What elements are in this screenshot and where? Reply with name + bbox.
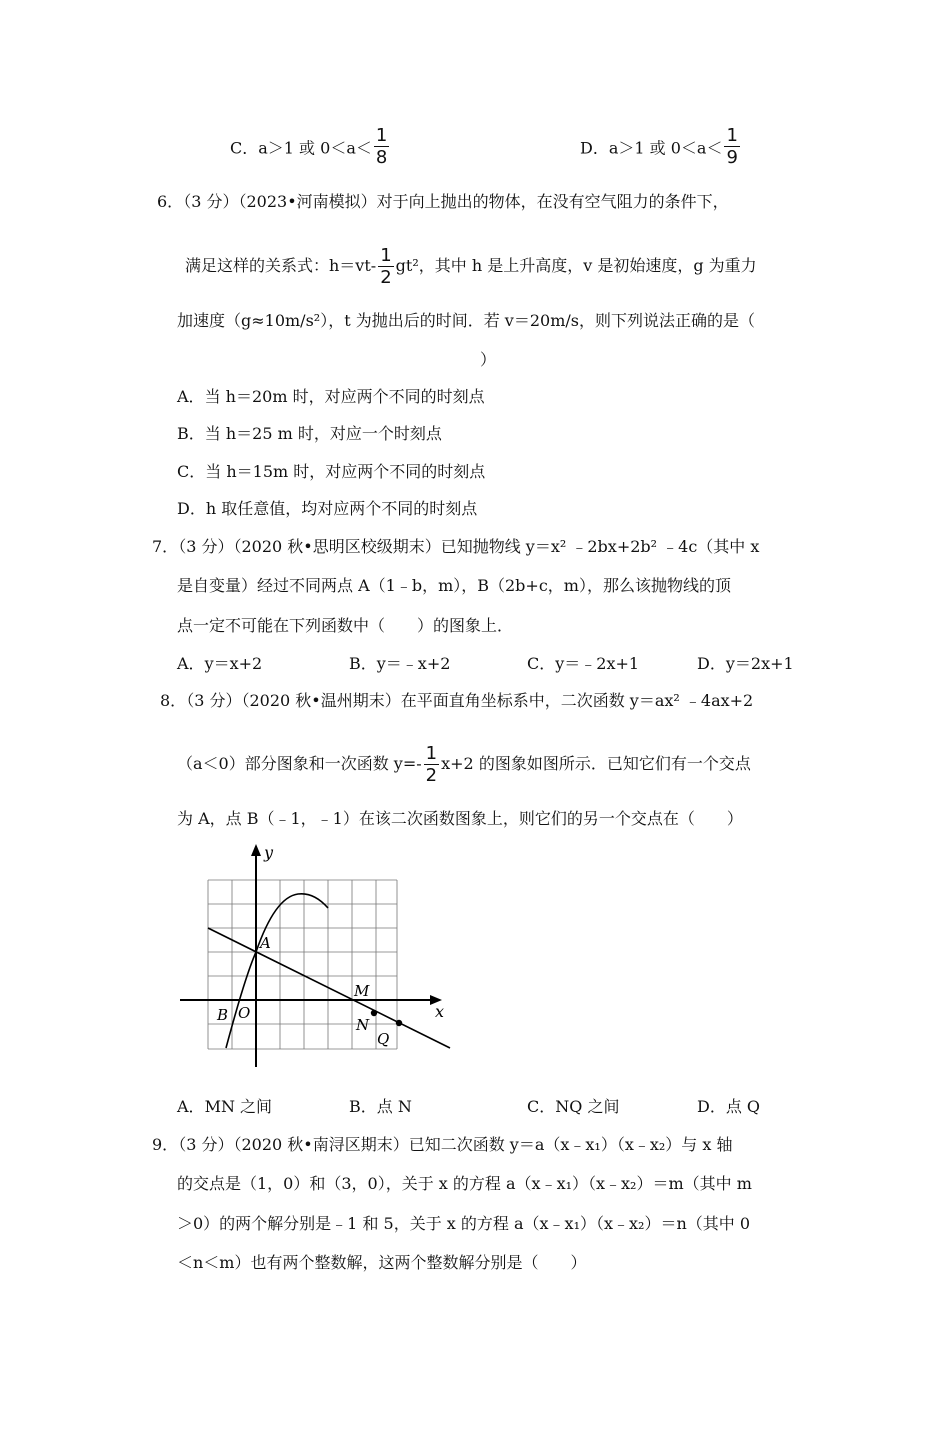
q6-option-c [177,461,485,483]
point-n-dot [371,1010,377,1016]
q5-option-d [580,127,742,167]
q6-stem-3: 加速度（g≈10m/s²），t 为抛出后的时间．若 v＝20m/s，则下列说法正确的是（ [177,311,755,330]
q9-stem-1: 已知二次函数 y＝a（x﹣x₁）（x﹣x₂）与 x 轴 [408,1135,733,1154]
point-b-label: B [217,1006,229,1024]
point-q-label: Q [377,1030,390,1048]
q5-option-d-den: 9 [726,147,738,168]
q6-option-a [177,386,485,408]
point-n-label: N [356,1016,370,1034]
q7-option-d-text: y＝2x+1 [725,654,794,673]
q6-score: （3 分） [183,192,239,211]
q8-option-c [527,1096,619,1118]
q5-option-d-num: 1 [726,125,738,146]
q9-source: （2020 秋•南浔区期末） [233,1135,409,1154]
q6-frac-num: 1 [380,244,392,266]
q8-source: （2020 秋•温州期末） [241,691,401,710]
q6-option-c-label: C． [177,462,206,481]
q5-option-c-fraction [374,127,389,167]
q8-stem-2-post: x+2 的图象如图所示．已知它们有一个交点 [441,754,751,773]
q8-option-a [177,1096,272,1118]
q7-option-a [177,653,262,675]
q6-option-d [177,498,477,520]
q6-stem-1: 对于向上抛出的物体，在没有空气阻力的条件下， [376,192,729,211]
q7-option-c-label: C． [527,654,556,673]
q7-option-b-label: B． [349,654,377,673]
q6-frac-den: 2 [380,266,392,288]
q5-option-c-label: C． [230,138,259,158]
q6-formula-line [185,244,757,288]
q8-figure [178,842,458,1070]
q6-stem-2-post: gt²，其中 h 是上升高度，v 是初始速度，g 为重力 [395,256,757,275]
q5-option-c-num: 1 [375,125,388,146]
q5-option-d-label: D． [580,138,609,158]
q6-option-c-text: 当 h＝15m 时，对应两个不同的时刻点 [205,462,486,481]
q8-option-a-label: A． [177,1097,205,1116]
q7-option-a-label: A． [177,654,205,673]
linear-function-line [208,928,450,1048]
q8-option-c-text: NQ 之间 [555,1097,620,1116]
q7-score: （3 分） [178,537,234,556]
q9-stem-4: ＜n＜m）也有两个整数解，这两个整数解分别是（ ） [177,1253,587,1272]
q6-stem-4: ） [480,350,497,369]
q7-option-b [349,653,450,675]
y-axis-label: y [264,843,274,862]
q8-number: 8． [160,691,187,710]
q9-header [152,1134,733,1156]
q8-frac-num: 1 [425,742,438,764]
q6-option-b [177,423,442,445]
q7-option-d [697,653,794,675]
q8-stem-2-pre: （a＜0）部分图象和一次函数 y=- [177,754,422,773]
q8-fraction [424,742,439,786]
q8-option-a-text: MN 之间 [204,1097,273,1116]
q9-stem-3: ＞0）的两个解分别是﹣1 和 5，关于 x 的方程 a（x﹣x₁）（x﹣x₂）＝n（其中 0 [177,1214,751,1233]
q9-number: 9． [152,1135,179,1154]
q6-fraction [378,244,393,288]
q7-stem-3: 点一定不可能在下列函数中（ ）的图象上． [177,616,514,635]
q8-option-b [349,1096,412,1118]
q6-option-d-text: h 取任意值，均对应两个不同的时刻点 [205,499,478,518]
q9-score: （3 分） [178,1135,234,1154]
origin-label: O [238,1004,251,1022]
q7-number: 7． [152,537,179,556]
q7-option-c-text: y＝﹣2x+1 [555,654,640,673]
q6-source: （2023•河南模拟） [238,192,377,211]
q6-option-a-label: A． [177,387,205,406]
q8-stem-1: 在平面直角坐标系中，二次函数 y＝ax² ﹣4ax+2 [400,691,754,710]
parabola-curve [226,894,328,1048]
q8-stem-3: 为 A，点 B（﹣1，﹣1）在该二次函数图象上，则它们的另一个交点在（ ） [177,809,743,828]
q6-option-b-text: 当 h＝25 m 时，对应一个时刻点 [204,424,442,443]
q8-option-d-label: D． [697,1097,726,1116]
x-axis-label: x [435,1002,445,1021]
q7-option-d-label: D． [697,654,726,673]
q7-source: （2020 秋•思明区校级期末） [233,537,441,556]
q5-option-d-fraction [724,127,739,167]
q7-option-a-text: y＝x+2 [204,654,263,673]
q6-option-b-label: B． [177,424,205,443]
q7-option-b-text: y＝﹣x+2 [376,654,451,673]
q7-option-c [527,653,639,675]
q8-frac-den: 2 [425,764,438,786]
q8-option-b-text: 点 N [376,1097,412,1116]
q9-stem-2: 的交点是（1，0）和（3，0），关于 x 的方程 a（x﹣x₁）（x﹣x₂）＝m（其中 m [177,1174,752,1193]
q7-stem-1: 已知抛物线 y＝x² ﹣2bx+2b² ﹣4c（其中 x [440,537,760,556]
q7-header [152,536,759,558]
q8-option-c-label: C． [527,1097,556,1116]
q5-option-d-text: a＞1 或 0＜a＜ [608,138,723,158]
q6-option-d-label: D． [177,499,206,518]
q8-score: （3 分） [186,691,242,710]
q8-option-d-text: 点 Q [725,1097,761,1116]
point-a-label: A [260,934,271,952]
point-q-dot [396,1020,402,1026]
q8-option-d [697,1096,760,1118]
q8-header [160,690,753,712]
q5-option-c [230,127,391,167]
q7-stem-2: 是自变量）经过不同两点 A（1﹣b，m），B（2b+c，m），那么该抛物线的顶 [177,576,731,595]
axes [180,850,436,1067]
q6-stem-2-pre: 满足这样的关系式：h＝vt- [185,256,377,275]
y-axis-arrow [251,844,261,856]
q8-option-b-label: B． [349,1097,377,1116]
point-m-label: M [354,982,370,1000]
q6-option-a-text: 当 h＝20m 时，对应两个不同的时刻点 [204,387,485,406]
q8-formula-line [177,742,751,786]
q6-number: 6． [157,192,184,211]
q5-option-c-den: 8 [375,147,388,168]
q6-header [157,191,729,213]
q5-option-c-text: a＞1 或 0＜a＜ [258,138,372,158]
